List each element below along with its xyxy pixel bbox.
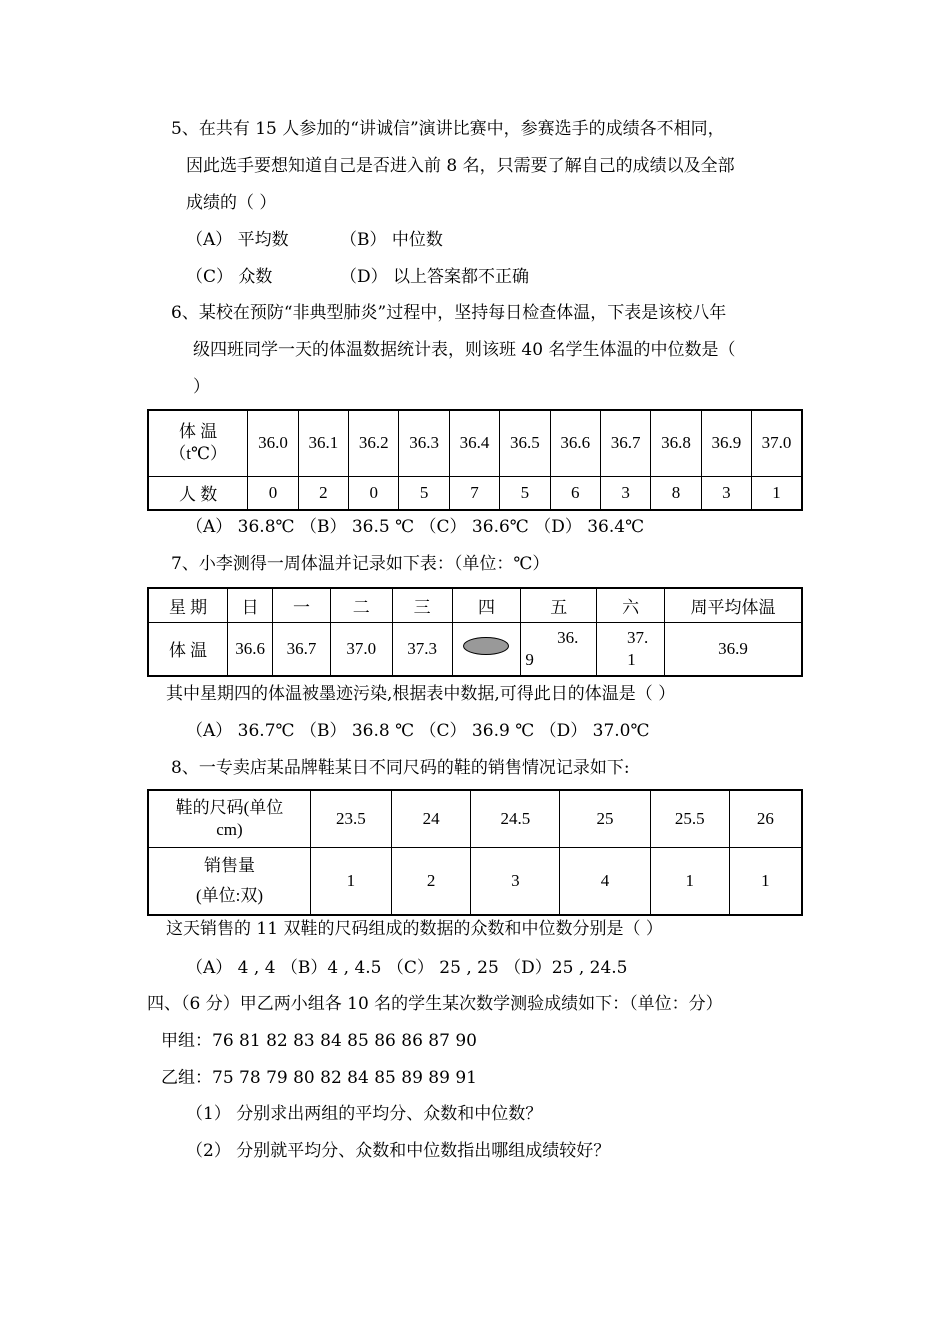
q5-line-1: 5、在共有 15 人参加的“讲诚信”演讲比赛中，参赛选手的成绩各不相同， [171, 119, 725, 139]
table-header-cell: 五 [521, 588, 597, 622]
count-cell: 0 [349, 476, 399, 510]
q7-options: （A） 36.7℃ （B） 36.8 ℃ （C） 36.9 ℃ （D） 37.0℃ [186, 721, 650, 741]
sub-question-1: （1） 分别求出两组的平均分、众数和中位数？ [186, 1104, 543, 1124]
temperature-table [147, 409, 803, 511]
temp-cell: 37.0 [330, 622, 392, 676]
group-a-scores: 甲组：76 81 82 83 84 85 86 86 87 90 [161, 1031, 477, 1051]
temp-cell: 37. 1 [597, 622, 665, 676]
q7-line-1: 7、小李测得一周体温并记录如下表：（单位：℃） [171, 554, 550, 574]
table-header-cell: 体 温 （t℃） [148, 410, 248, 476]
table-header-cell: 日 [228, 588, 273, 622]
size-cell: 23.5 [310, 790, 391, 847]
count-cell: 3 [701, 476, 751, 510]
count-cell: 1 [752, 476, 803, 510]
q7-line-2: 其中星期四的体温被墨迹污染,根据表中数据,可得此日的体温是（ ） [166, 684, 676, 704]
q6-options: （A） 36.8℃ （B） 36.5 ℃ （C） 36.6℃ （D） 36.4℃ [186, 517, 645, 537]
size-cell: 25 [560, 790, 651, 847]
table-header-cell: 体 温 [148, 622, 228, 676]
count-cell: 5 [399, 476, 449, 510]
ink-blot [463, 637, 509, 655]
ink-blot-cell [452, 622, 521, 676]
temp-cell: 36.3 [399, 410, 449, 476]
temp-cell: 36.4 [449, 410, 499, 476]
count-cell: 7 [449, 476, 499, 510]
temp-cell: 36.8 [651, 410, 701, 476]
q5-option-b: （B） 中位数 [340, 230, 443, 250]
size-cell: 24.5 [471, 790, 560, 847]
count-cell: 5 [500, 476, 550, 510]
q5-option-a: （A） 平均数 [186, 230, 289, 250]
count-cell: 8 [651, 476, 701, 510]
q6-line-1: 6、某校在预防“非典型肺炎”过程中，坚持每日检查体温，下表是该校八年 [171, 303, 727, 323]
q5-line-3: 成绩的（ ） [186, 193, 277, 213]
temp-cell: 36.1 [298, 410, 348, 476]
sales-cell: 1 [650, 847, 729, 915]
table-header-cell: 四 [452, 588, 521, 622]
q8-options: （A） 4 , 4 （B）4 , 4.5 （C） 25 , 25 （D）25 , 24.5 [186, 958, 628, 978]
count-cell: 0 [248, 476, 298, 510]
avg-cell: 36.9 [665, 622, 802, 676]
table-header-cell: 周平均体温 [665, 588, 802, 622]
section4-title: 四、（6 分）甲乙两小组各 10 名的学生某次数学测验成绩如下：（单位：分） [147, 994, 723, 1014]
table-header-cell: 人 数 [148, 476, 248, 510]
sales-cell: 3 [471, 847, 560, 915]
sales-cell: 1 [310, 847, 391, 915]
q5-line-2: 因此选手要想知道自己是否进入前 8 名，只需要了解自己的成绩以及全部 [186, 156, 735, 176]
q8-line-2: 这天销售的 11 双鞋的尺码组成的数据的众数和中位数分别是（ ） [166, 919, 663, 939]
table-header-cell: 六 [597, 588, 665, 622]
count-cell: 2 [298, 476, 348, 510]
temp-cell: 36.7 [600, 410, 650, 476]
temp-cell: 36.6 [550, 410, 600, 476]
temp-cell: 36.7 [273, 622, 331, 676]
size-cell: 24 [391, 790, 471, 847]
q5-option-c: （C） 众数 [186, 267, 273, 287]
sales-cell: 1 [729, 847, 802, 915]
size-cell: 25.5 [650, 790, 729, 847]
q5-option-d: （D） 以上答案都不正确 [340, 267, 530, 287]
size-cell: 26 [729, 790, 802, 847]
sub-question-2: （2） 分别就平均分、众数和中位数指出哪组成绩较好？ [186, 1141, 611, 1161]
q8-line-1: 8、一专卖店某品牌鞋某日不同尺码的鞋的销售情况记录如下: [171, 758, 630, 778]
sales-cell: 2 [391, 847, 471, 915]
table-header-cell: 三 [392, 588, 452, 622]
q6-line-3: ） [193, 377, 210, 397]
temp-cell: 36.9 [701, 410, 751, 476]
temp-cell: 36.2 [349, 410, 399, 476]
table-header-cell: 销售量 (单位:双) [148, 847, 310, 915]
q6-line-2: 级四班同学一天的体温数据统计表，则该班 40 名学生体温的中位数是（ [193, 340, 736, 360]
temp-cell: 37.3 [392, 622, 452, 676]
count-cell: 3 [600, 476, 650, 510]
table-header-cell: 鞋的尺码(单位 cm) [148, 790, 310, 847]
temp-cell: 36.5 [500, 410, 550, 476]
table-header-cell: 一 [273, 588, 331, 622]
sales-cell: 4 [560, 847, 651, 915]
group-b-scores: 乙组：75 78 79 80 82 84 85 89 89 91 [161, 1068, 477, 1088]
temp-cell: 36.6 [228, 622, 273, 676]
table-header-cell: 星 期 [148, 588, 228, 622]
shoe-sales-table [147, 789, 803, 916]
temp-cell: 36. 9 [521, 622, 597, 676]
temp-cell: 37.0 [752, 410, 803, 476]
weekly-temperature-table [147, 587, 803, 677]
table-header-cell: 二 [330, 588, 392, 622]
temp-cell: 36.0 [248, 410, 298, 476]
count-cell: 6 [550, 476, 600, 510]
